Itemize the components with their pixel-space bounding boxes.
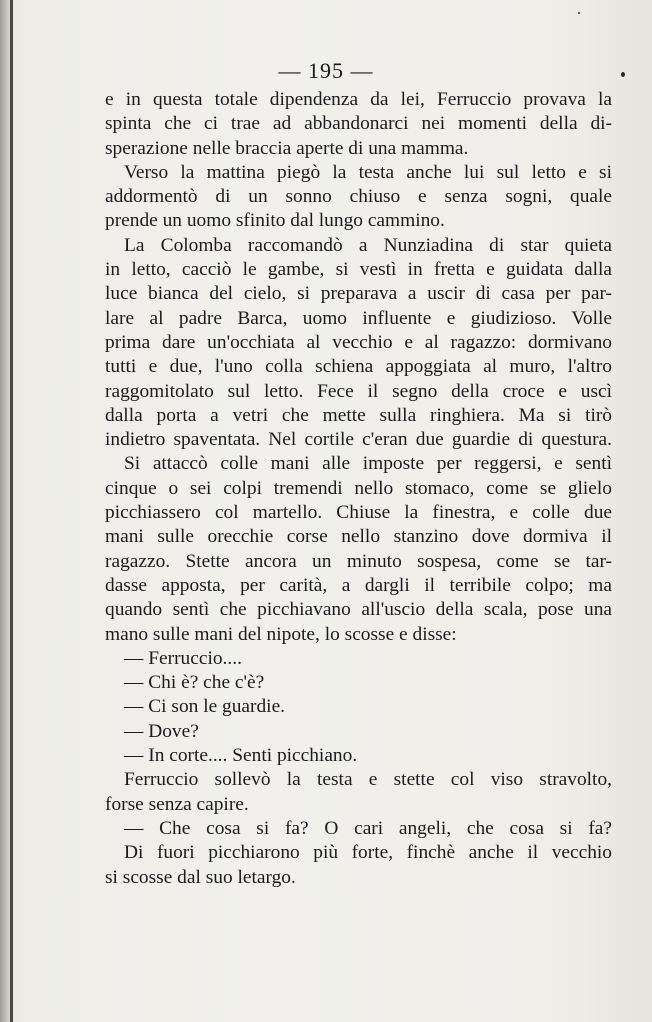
text-line: dalla porta a vetri che mette sulla ringhiera. Ma si tirò — [105, 404, 612, 426]
text-line: e in questa totale dipendenza da lei, Ferruccio provava la — [105, 89, 612, 110]
text-line: prima dare un'occhiata al vecchio e al ragazzo: dormivano — [105, 331, 612, 353]
page-number: — 195 — — [278, 58, 374, 83]
text-line: tutti e due, l'uno colla schiena appoggiata al muro, l'altro — [105, 356, 612, 378]
text-line: — Dove? — [124, 720, 199, 742]
text-line: Di fuori picchiarono più forte, finchè anche il vecchio — [124, 842, 612, 864]
text-line: La Colomba raccomandò a Nunziadina di star quieta — [124, 234, 612, 256]
text-line: mani sulle orecchie corse nello stanzino dove dormiva il — [105, 526, 612, 548]
text-line: luce bianca del cielo, si preparava a uscir di casa per par- — [105, 283, 612, 305]
text-line: — Ferruccio.... — [124, 647, 242, 669]
text-line: sperazione nelle braccia aperte di una mamma. — [105, 137, 469, 159]
text-line: dasse apposta, per carità, a dargli il terribile colpo; ma — [105, 574, 612, 596]
text-line: spinta che ci trae ad abbandonarci nei momenti della di- — [105, 113, 612, 135]
text-line: addormentò di un sonno chiuso e senza sogni, quale — [105, 186, 612, 208]
text-line: in letto, cacciò le gambe, si vestì in fretta e guidata dalla — [105, 259, 612, 281]
text-line: ragazzo. Stette ancora un minuto sospesa, come se tar- — [105, 550, 612, 572]
text-line: Ferruccio sollevò la testa e stette col viso stravolto, — [124, 769, 612, 791]
text-line: — Ci son le guardie. — [124, 696, 286, 718]
text-line: si scosse dal suo letargo. — [105, 866, 296, 888]
body-text — [105, 88, 612, 890]
text-line: raggomitolato sul letto. Fece il segno della croce e uscì — [105, 380, 612, 402]
text-line: Verso la mattina piegò la testa anche lui sul letto e si — [124, 161, 612, 183]
text-line: — Che cosa si fa? O cari angeli, che cosa si fa? — [124, 817, 612, 839]
text-line: prende un uomo sfinito dal lungo cammino. — [105, 210, 445, 232]
text-line: Si attaccò colle mani alle imposte per reggersi, e sentì — [124, 453, 612, 475]
text-line: — In corte.... Senti picchiano. — [124, 745, 358, 767]
text-line: — Chi è? che c'è? — [124, 672, 265, 694]
text-line: quando sentì che picchiavano all'uscio della scala, pose una — [105, 599, 612, 621]
text-line: indietro spaventata. Nel cortile c'eran due guardie di questura. — [105, 429, 612, 451]
binding-shadow — [0, 0, 10, 1022]
text-line: picchiassero col martello. Chiuse la finestra, e colle due — [105, 502, 612, 524]
text-line: mano sulle mani del nipote, lo scosse e disse: — [105, 623, 457, 645]
print-speck — [621, 72, 625, 77]
binding-edge — [10, 0, 13, 1022]
text-line: cinque o sei colpi tremendi nello stomaco, come se glielo — [105, 477, 612, 499]
print-speck — [578, 12, 580, 14]
text-line: forse senza capire. — [105, 793, 249, 815]
text-line: lare al padre Barca, uomo influente e giudizioso. Volle — [105, 307, 612, 329]
